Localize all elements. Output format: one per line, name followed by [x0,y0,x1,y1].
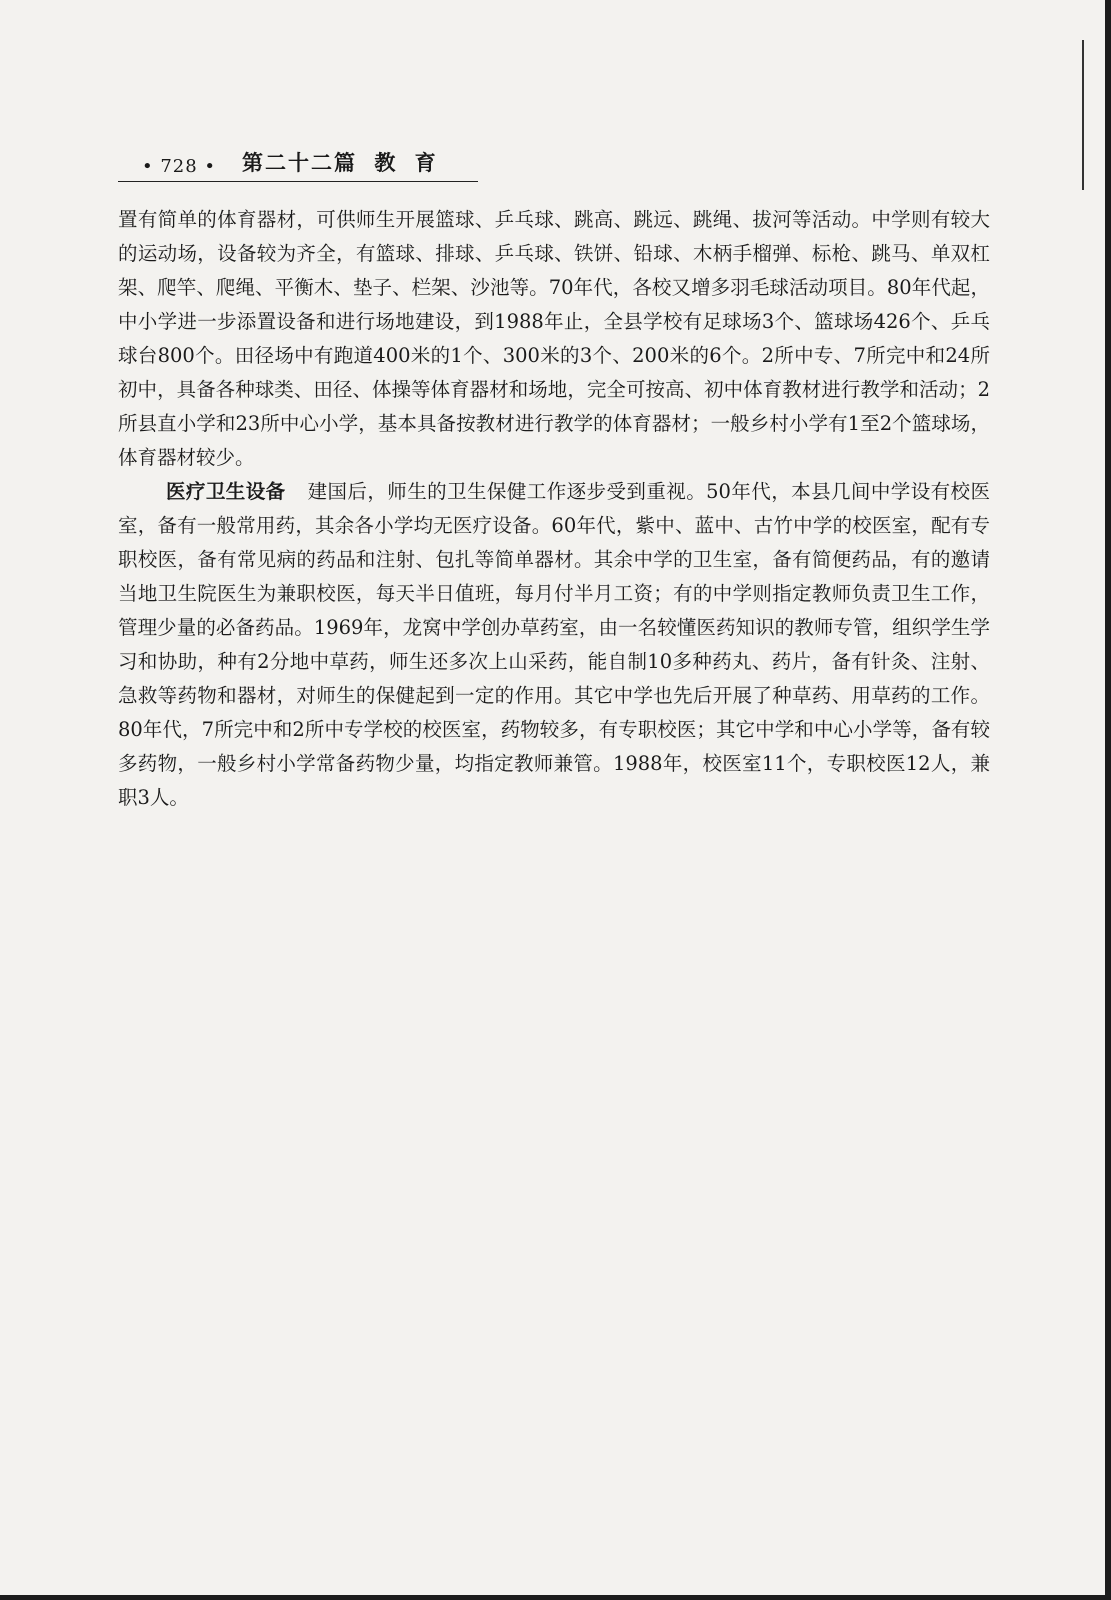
page-number: • 728 • [142,156,217,177]
paragraph-medical-text: 建国后，师生的卫生保健工作逐步受到重视。50年代，本县几间中学设有校医室，备有一般常用药，其余各小学均无医疗设备。60年代，紫中、蓝中、古竹中学的校医室，配有专职校医，备有常见病的药品和注射、包扎等简单器材。其余中学的卫生室，备有简便药品，有的邀请当地卫生院医生为兼职校医，每天半日值班，每月付半月工资；有的中学则指定教师负责卫生工作，管理少量的必备药品。1969年，龙窝中学创办草药室，由一名较懂医药知识的教师专管，组织学生学习和协助，种有2分地中草药，师生还多次上山采药，能自制10多种药丸、药片，备有针灸、注射、急救等药物和器材，对师生的保健起到一定的作用。其它中学也先后开展了种草药、用草药的工作。80年代，7所完中和2所中专学校的校医室，药物较多，有专职校医；其它中学和中心小学等，备有较多药物，一般乡村小学常备药物少量，均指定教师兼管。1988年，校医室11个，专职校医12人，兼职3人。 [118,480,990,809]
paragraph-medical-equipment [118,475,990,815]
scan-edge-mark [1082,40,1084,190]
body-text [118,203,990,815]
running-header [118,146,478,182]
section-heading-medical: 医疗卫生设备 [166,480,286,503]
scan-bottom-border [0,1595,1111,1600]
paragraph-sports-equipment: 置有简单的体育器材，可供师生开展篮球、乒乓球、跳高、跳远、跳绳、拔河等活动。中学则有较大的运动场，设备较为齐全，有篮球、排球、乒乓球、铁饼、铅球、木柄手榴弹、标枪、跳马、单双杠架、爬竿、爬绳、平衡木、垫子、栏架、沙池等。70年代，各校又增多羽毛球活动项目。80年代起，中小学进一步添置设备和进行场地建设，到1988年止，全县学校有足球场3个、篮球场426个、乒乓球台800个。田径场中有跑道400米的1个、300米的3个、200米的6个。2所中专、7所完中和24所初中，具备各种球类、田径、体操等体育器材和场地，完全可按高、初中体育教材进行教学和活动；2所县直小学和23所中心小学，基本具备按教材进行教学的体育器材；一般乡村小学有1至2个篮球场，体育器材较少。 [118,208,990,469]
scan-right-border [1105,0,1111,1600]
chapter-title: 第二十二篇 教 育 [242,150,438,175]
